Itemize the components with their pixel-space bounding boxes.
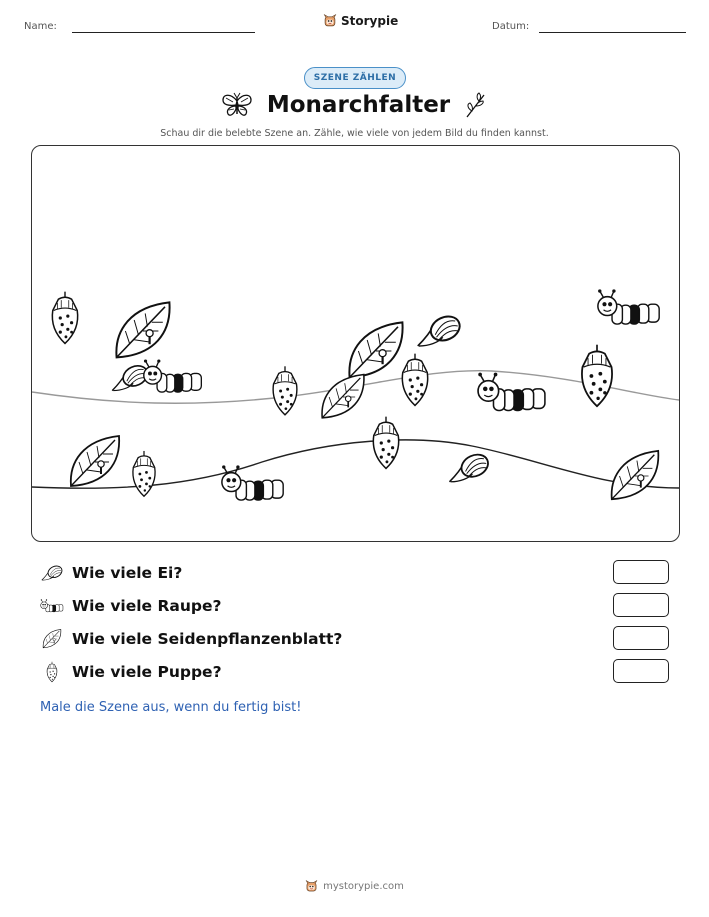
question-text: Wie viele Puppe?	[72, 663, 222, 681]
caterpillar-2	[478, 373, 545, 411]
closing-note: Male die Szene aus, wenn du fertig bist!	[40, 700, 302, 715]
egg-2	[418, 312, 464, 346]
brand-name: Storypie	[341, 14, 399, 28]
brand-logo	[323, 14, 398, 28]
butterfly-icon	[221, 92, 253, 118]
title-text: Monarchfalter	[266, 92, 451, 118]
answer-box-leaf[interactable]	[613, 626, 669, 650]
milkweed-leaf-1	[116, 302, 169, 357]
answer-box-egg[interactable]	[613, 560, 669, 584]
chrysalis-4	[373, 417, 398, 469]
foreground-hill-line	[32, 440, 679, 488]
caterpillar-icon	[40, 595, 64, 617]
question-row-chrysalis	[40, 660, 222, 684]
question-row-egg	[40, 561, 182, 585]
question-text: Wie viele Raupe?	[72, 597, 222, 615]
milkweed-leaf-2	[349, 322, 402, 377]
date-label: Datum:	[492, 21, 530, 32]
page-title	[0, 92, 709, 118]
egg-3	[449, 450, 491, 481]
milkweed-leaf-5	[612, 451, 659, 499]
counting-scene	[31, 145, 680, 542]
milkweed-leaf-4	[71, 436, 119, 486]
date-field[interactable]	[539, 32, 686, 33]
question-text: Wie viele Seidenpflanzenblatt?	[72, 630, 343, 648]
storypie-mascot-icon	[323, 14, 337, 28]
instructions: Schau dir die belebte Szene an. Zähle, wie viele von jedem Bild du finden kannst.	[160, 128, 549, 139]
answer-box-chrysalis[interactable]	[613, 659, 669, 683]
egg-icon	[40, 562, 64, 584]
caterpillar-3	[222, 465, 283, 500]
storypie-mascot-icon	[305, 880, 318, 893]
question-text: Wie viele Ei?	[72, 564, 183, 582]
chrysalis-icon	[40, 661, 64, 683]
question-row-leaf	[40, 627, 342, 651]
footer-url: mystorypie.com	[323, 881, 404, 892]
chrysalis-5	[133, 451, 155, 496]
worksheet-type-badge: SZENE ZÄHLEN	[304, 67, 406, 89]
chrysalis-3	[402, 354, 427, 406]
chrysalis-6	[582, 345, 612, 406]
question-row-caterpillar	[40, 594, 222, 618]
chrysalis-1	[52, 292, 77, 344]
name-field[interactable]	[72, 32, 255, 33]
name-label: Name:	[24, 21, 57, 32]
footer	[0, 880, 709, 893]
milkweed-sprig-icon	[464, 92, 488, 118]
answer-box-caterpillar[interactable]	[613, 593, 669, 617]
caterpillar-1	[144, 359, 202, 392]
leaf-icon	[40, 628, 64, 650]
chrysalis-2	[273, 366, 297, 415]
caterpillar-4	[598, 289, 659, 324]
milkweed-leaf-3	[322, 374, 364, 417]
scene-illustration	[32, 146, 679, 541]
